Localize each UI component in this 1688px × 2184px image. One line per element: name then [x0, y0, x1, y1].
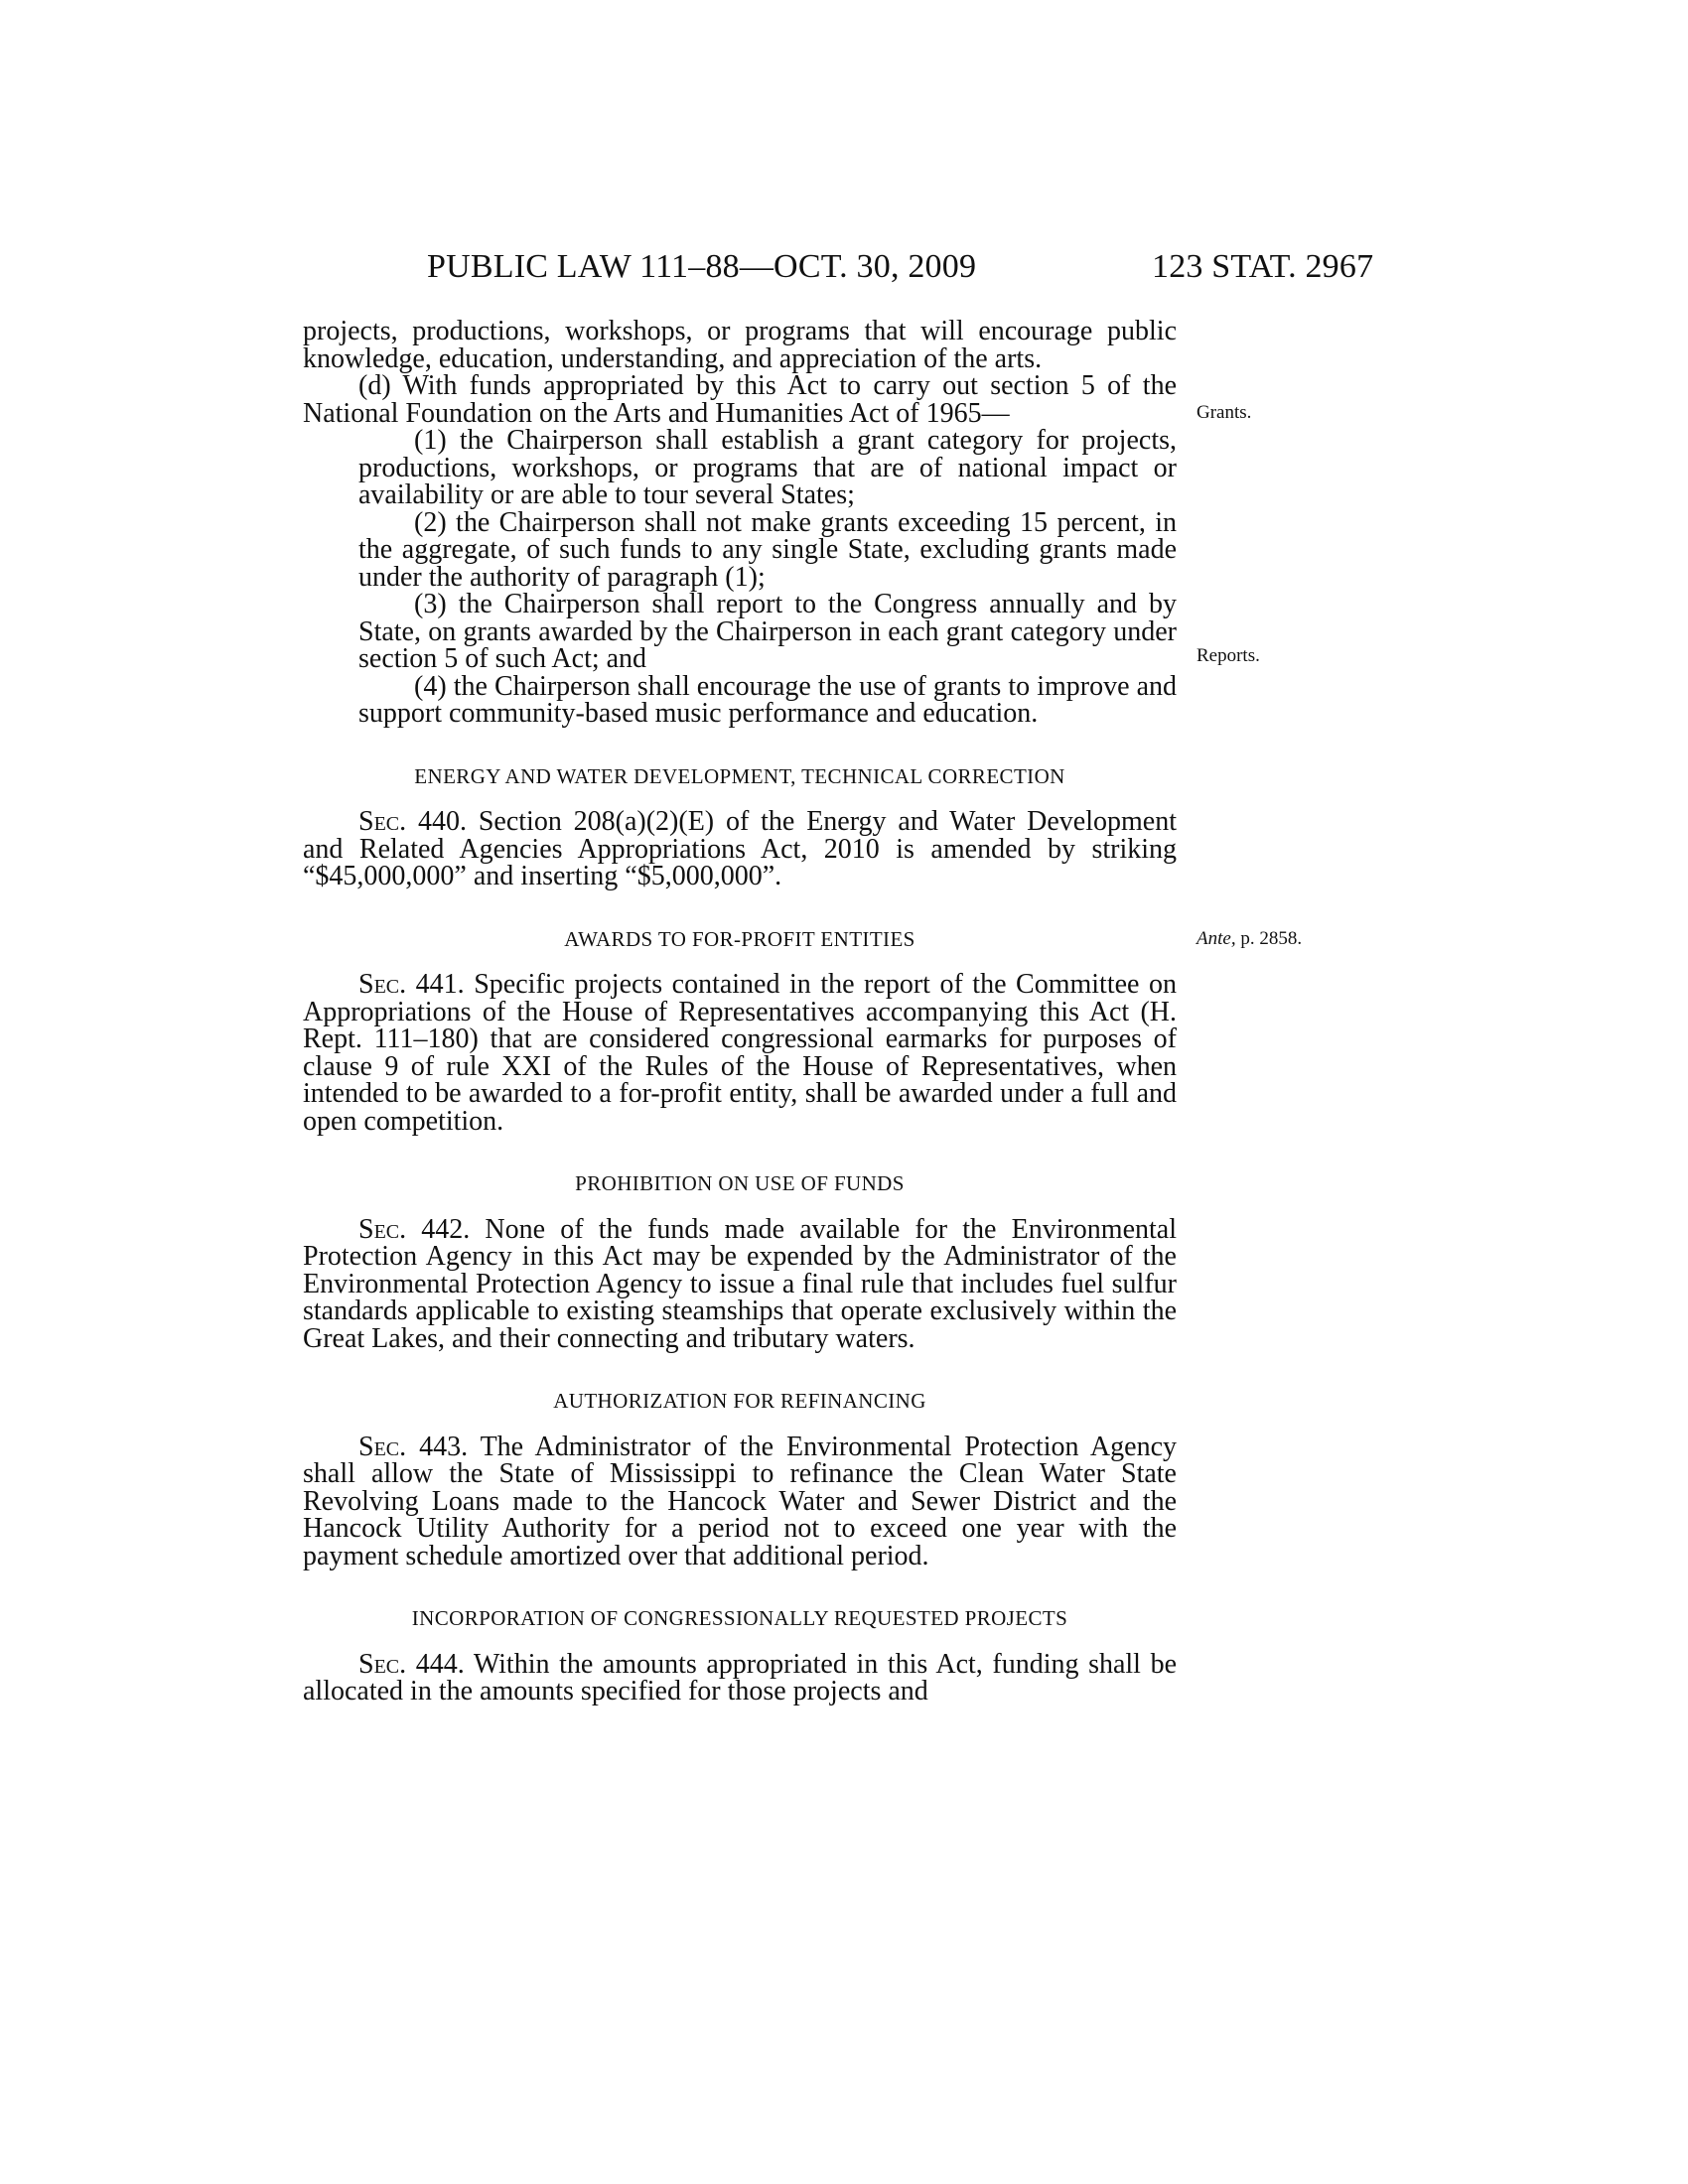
section-label-441: Sec. 441.	[358, 969, 465, 1000]
section-label-440: Sec. 440.	[358, 806, 467, 837]
section-440	[303, 808, 1177, 890]
document-body	[303, 318, 1177, 1706]
paragraph-d3: (3) the Chairperson shall report to the Congress annually and by State, on grants awarded by the Chairperson in each grant category under section 5 of such Act; and	[358, 589, 1177, 674]
section-heading-442: PROHIBITION ON USE OF FUNDS	[575, 1171, 905, 1195]
paragraph-intro: projects, productions, workshops, or programs that will encourage public knowledge, education, understanding, and appreciation of the arts.	[303, 316, 1177, 374]
paragraph-d: (d) With funds appropriated by this Act to carry out section 5 of the National Foundation on the Arts and Humanities Act of 1965—	[303, 370, 1177, 429]
section-heading-441: AWARDS TO FOR-PROFIT ENTITIES	[564, 926, 915, 951]
section-heading-440: ENERGY AND WATER DEVELOPMENT, TECHNICAL CORRECTION	[414, 763, 1065, 788]
section-text-442: None of the funds made available for the Environmental Protection Agency in this Act may be expended by the Administrator of the Environmental Protection Agency to issue a final rule that includes fuel sulfur standards applicable to existing steamships that operate exclusively within the Great Lakes, and their connecting and tributary waters.	[303, 1213, 1177, 1354]
section-443	[303, 1433, 1177, 1570]
section-label-443: Sec. 443.	[358, 1431, 469, 1462]
paragraph-d1: (1) the Chairperson shall establish a grant category for projects, productions, workshops, or programs that are of national impact or availability or are able to tour several States;	[358, 425, 1177, 510]
section-text-441: Specific projects contained in the report of the Committee on Appropriations of the House of Representatives accompanying this Act (H. Rept. 111–180) that are considered congressional earmarks for purposes of clause 9 of rule XXI of the Rules of the House of Representatives, when intended to be awarded to a for-profit entity, shall be awarded under a full and open competition.	[303, 969, 1177, 1137]
paragraph-d4: (4) the Chairperson shall encourage the use of grants to improve and support community-based music performance and education.	[358, 670, 1177, 729]
section-text-443: The Administrator of the Environmental Protection Agency shall allow the State of Mississippi to refinance the Clean Water State Revolving Loans made to the Hancock Water and Sewer District and the Hancock Utility Authority for a period not to exceed one year with the payment schedule amortized over that additional period.	[303, 1431, 1177, 1571]
section-heading-443: AUTHORIZATION FOR REFINANCING	[553, 1389, 926, 1413]
margin-note-ante-page: p. 2858.	[1235, 928, 1303, 949]
section-label-444: Sec. 444.	[358, 1648, 465, 1680]
section-text-444: Within the amounts appropriated in this Act, funding shall be allocated in the amounts specified for those projects and	[303, 1648, 1177, 1706]
section-text-440: Section 208(a)(2)(E) of the Energy and Water Development and Related Agencies Appropriations Act, 2010 is amended by striking “$45,000,000” and inserting “$5,000,000”.	[303, 806, 1177, 891]
margin-note-grants: Grants.	[1196, 402, 1252, 423]
paragraph-d2: (2) the Chairperson shall not make grants exceeding 15 percent, in the aggregate, of such funds to any single State, excluding grants made under the authority of paragraph (1);	[358, 506, 1177, 593]
section-label-442: Sec. 442.	[358, 1213, 471, 1245]
section-heading-444: INCORPORATION OF CONGRESSIONALLY REQUESTED PROJECTS	[411, 1606, 1068, 1630]
margin-note-reports: Reports.	[1196, 645, 1260, 666]
section-442	[303, 1213, 1177, 1354]
page-header	[427, 248, 1374, 286]
statute-page-number: 123 STAT. 2967	[1152, 248, 1374, 285]
margin-note-ante	[1196, 928, 1302, 950]
section-441	[303, 971, 1177, 1135]
margin-note-ante-italic: Ante,	[1196, 928, 1236, 949]
section-444	[303, 1648, 1177, 1706]
page-title: PUBLIC LAW 111–88—OCT. 30, 2009	[427, 248, 977, 285]
